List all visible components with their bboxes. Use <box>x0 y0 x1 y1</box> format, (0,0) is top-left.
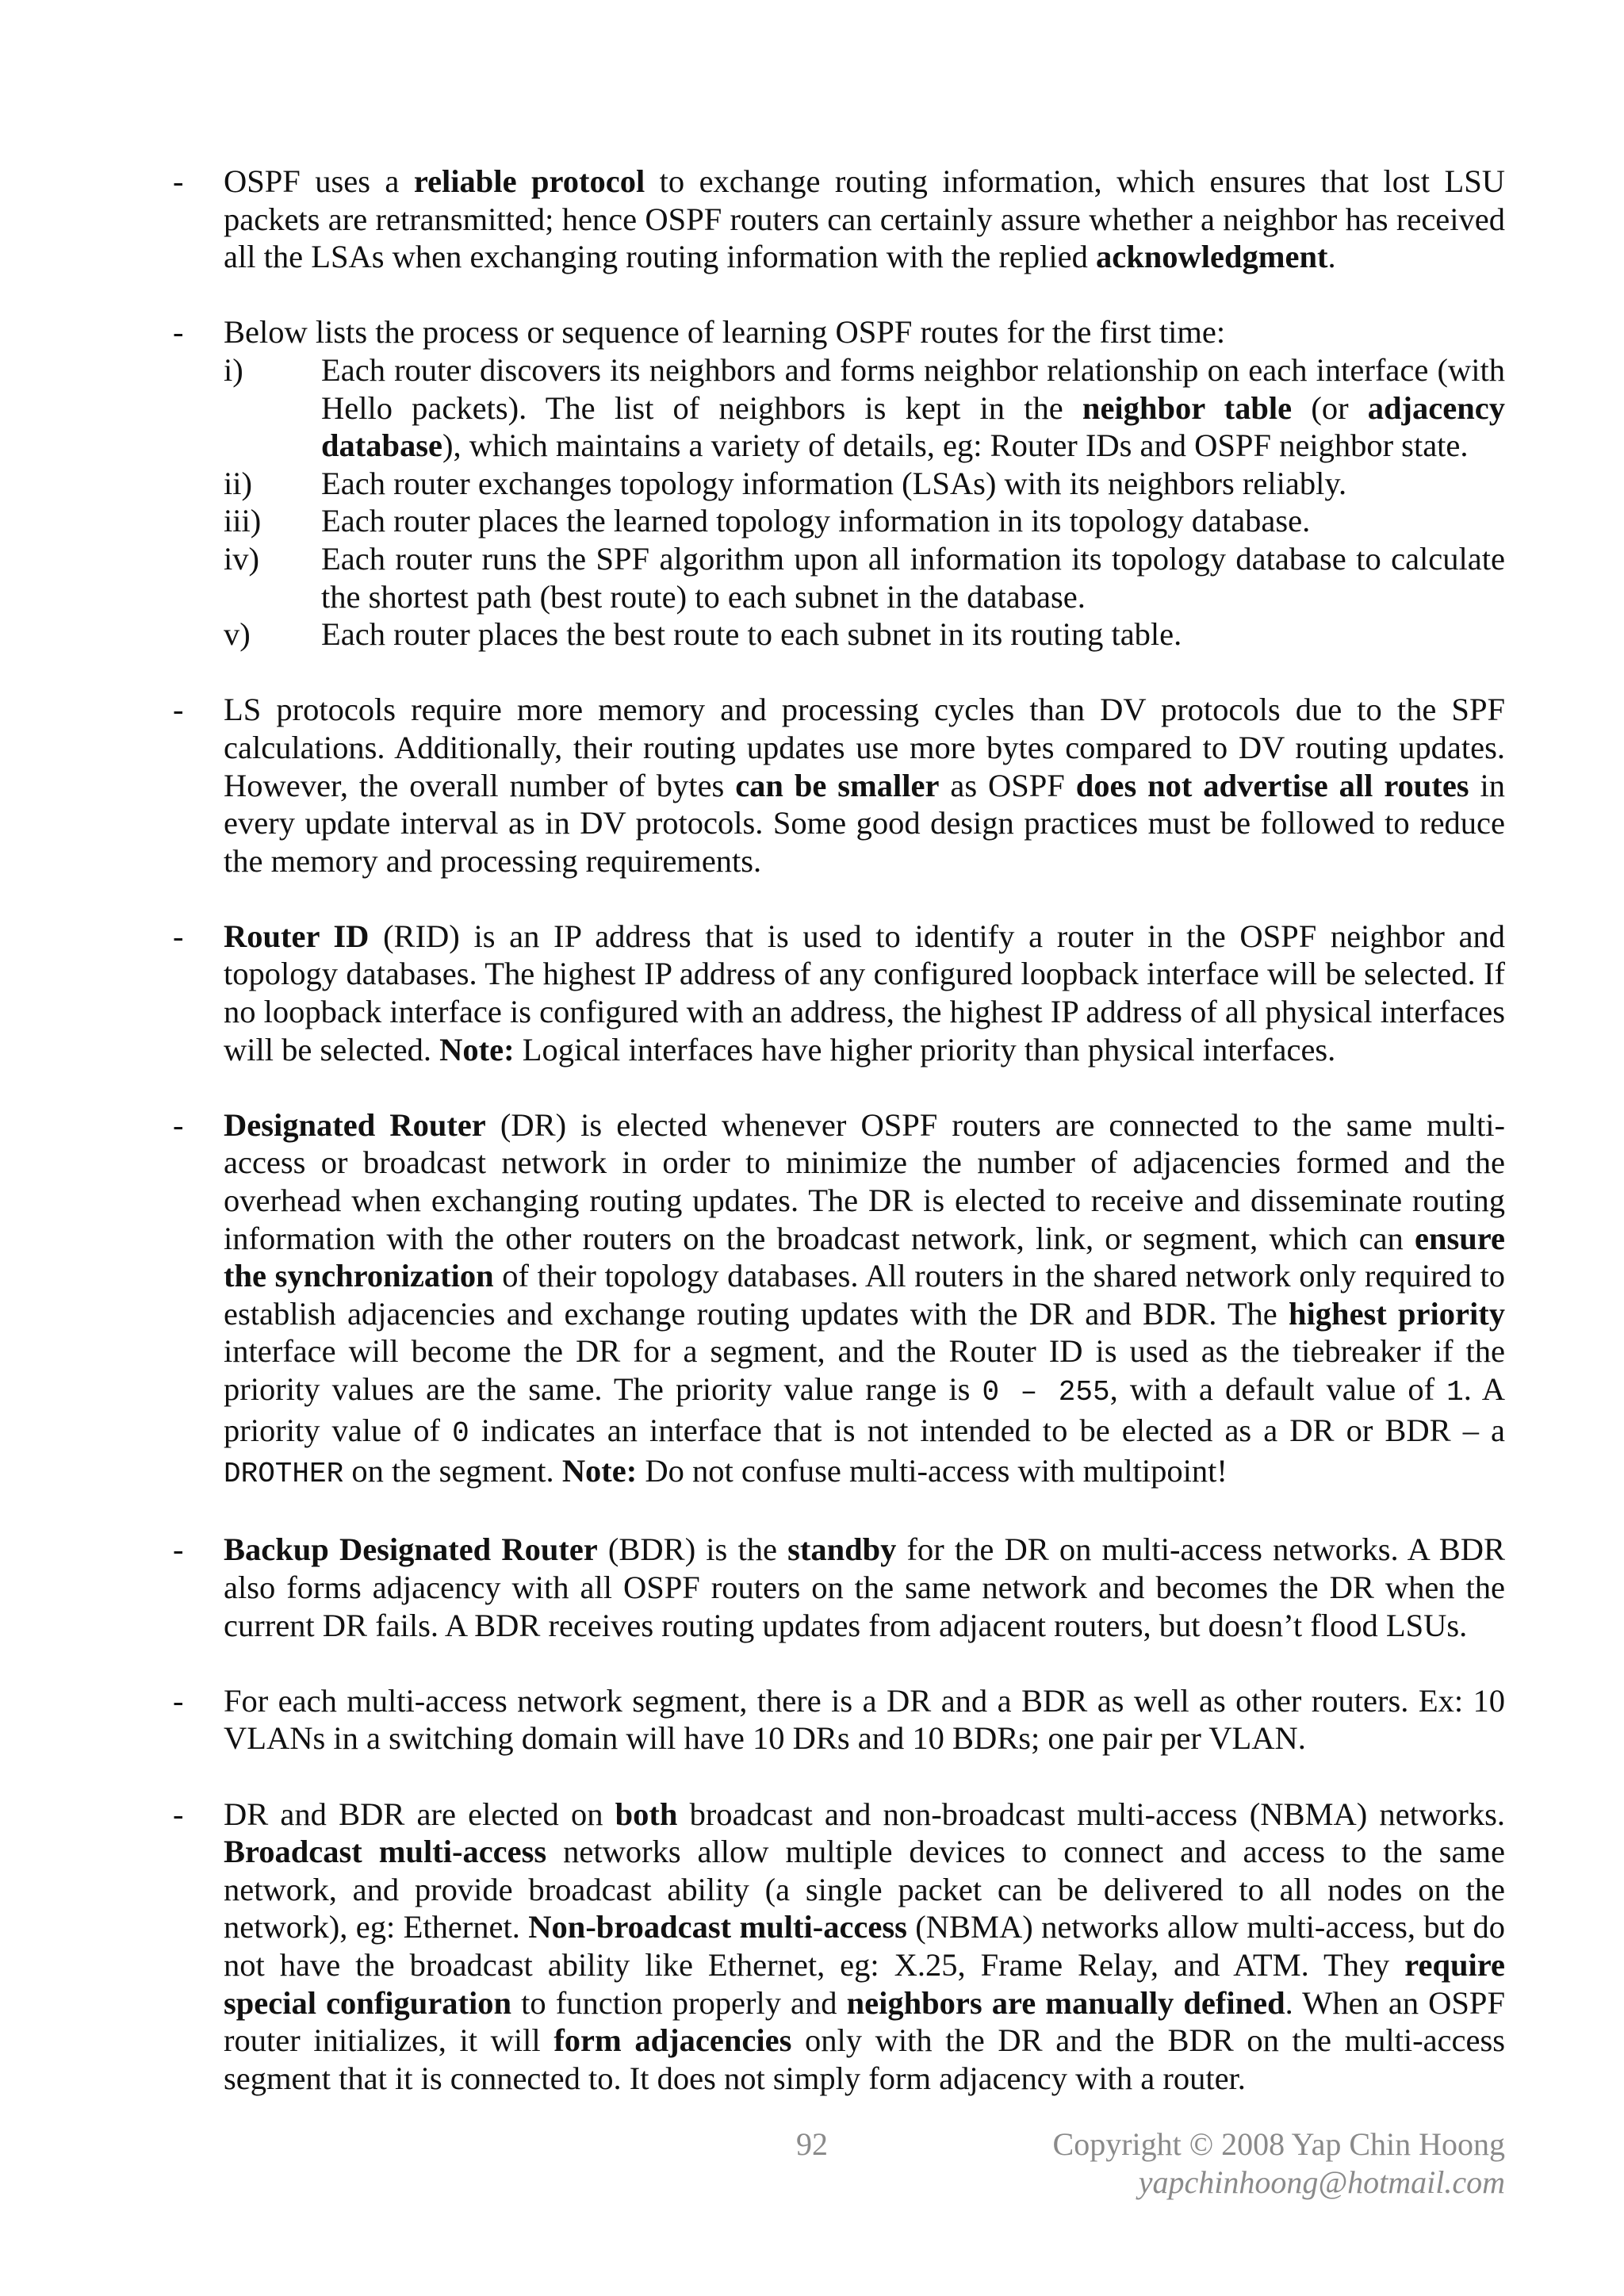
text: for the DR on multi-access networks. A BDR also forms adjacency with all OSPF routers on the same network and becomes the DR when the current DR fails. A BDR receives routing updates from adjacent routers, but doesn’t flood LSUs. <box>224 1531 1505 1643</box>
bullet-learning-sequence <box>165 313 1505 653</box>
text: DR and BDR are elected on <box>224 1796 615 1832</box>
text: . <box>1327 239 1336 275</box>
text: OSPF uses a <box>224 163 414 199</box>
bold-term: Backup Designated Router <box>224 1531 598 1568</box>
step-number: iii) <box>224 503 262 539</box>
bold-term: neighbor table <box>1082 389 1293 426</box>
step-text: Each router exchanges topology information (LSAs) with its neighbors reliably. <box>321 465 1347 501</box>
text: as OSPF <box>939 767 1076 803</box>
step-item <box>224 465 1505 503</box>
text: (NBMA) networks allow multi-access, but do not have the broadcast ability like Ethernet, eg: X.25, Frame Relay, and ATM. They <box>224 1909 1506 1983</box>
bullet-marker: - <box>173 1531 184 1568</box>
bold-term: ensure the synchronization <box>224 1220 1505 1294</box>
text: (BDR) is the <box>597 1531 788 1568</box>
text: interface will become the DR for a segment, and the Router ID is used as the tiebreaker if the priority values are the same. The priority value range is <box>224 1333 1505 1407</box>
bullet-marker: - <box>173 1796 184 1832</box>
bullet-backup-designated-router <box>165 1531 1505 1644</box>
bold-term: Router ID <box>224 918 370 954</box>
text: of their topology databases. All routers in the shared network only required to establish adjacencies and exchange routing updates with the DR and BDR. The <box>224 1258 1505 1332</box>
bold-term: highest priority <box>1289 1295 1505 1332</box>
bullet-designated-router <box>165 1106 1505 1493</box>
bullet-reliable-protocol <box>165 163 1505 276</box>
bold-term: Note: <box>561 1453 638 1489</box>
bold-term: Non-broadcast multi-access <box>528 1909 907 1945</box>
bold-term: Designated Router <box>224 1106 486 1143</box>
text: networks allow multiple devices to connect and access to the same network, and provide broadcast ability (a single packet can be delivered to all nodes on the network), eg: Ethernet. <box>224 1834 1505 1945</box>
bullet-ls-protocols <box>165 691 1505 880</box>
text: on the segment. <box>343 1453 562 1489</box>
step-text: Each router places the learned topology information in its topology database. <box>321 503 1311 539</box>
bullet-marker: - <box>173 692 184 728</box>
text: to function properly and <box>511 1984 847 2021</box>
bold-term: acknowledgment <box>1096 239 1328 275</box>
bullet-dr-bdr-election <box>165 1796 1505 2098</box>
bold-term: neighbors are manually defined <box>846 1984 1285 2021</box>
text: . A priority value of <box>224 1371 1505 1448</box>
step-number: iv) <box>224 540 259 577</box>
text: Each router discovers its neighbors and forms neighbor relationship on each interface (with Hello packets). The list of neighbors is kept in the <box>321 351 1505 426</box>
bold-term: Broadcast multi-access <box>224 1834 547 1870</box>
text: in every update interval as in DV protocols. Some good design practices must be followed to reduce the memory and processing requirements. <box>224 767 1505 879</box>
text: , with a default value of <box>1109 1371 1447 1407</box>
text: Logical interfaces have higher priority than physical interfaces. <box>514 1031 1336 1068</box>
bold-term: require special configuration <box>224 1946 1505 2021</box>
text: broadcast and non-broadcast multi-access (NBMA) networks. <box>677 1796 1505 1832</box>
author-email: yapchinhoong@hotmail.com <box>1138 2164 1505 2200</box>
step-text: Each router runs the SPF algorithm upon all information its topology database to calculate the shortest path (best route) to each subnet in the database. <box>321 540 1505 615</box>
bold-term: adjacency database <box>321 389 1505 464</box>
step-number: ii) <box>224 465 252 501</box>
steps-list <box>224 351 1505 654</box>
bold-term: standby <box>787 1531 897 1568</box>
text: LS protocols require more memory and processing cycles than DV protocols due to the SPF calculations. Additionally, their routing updates use more bytes compared to DV routing updates. However, the overall number of bytes <box>224 692 1505 803</box>
bullet-marker: - <box>173 314 184 351</box>
bold-term: both <box>615 1796 678 1832</box>
step-number: i) <box>224 351 243 388</box>
bullet-marker: - <box>173 163 184 199</box>
code-value: DROTHER <box>224 1458 344 1491</box>
text: (or <box>1292 389 1368 426</box>
bold-term: can be smaller <box>735 767 940 803</box>
footer-copyright-block <box>1053 2125 1505 2202</box>
text: indicates an interface that is not intended to be elected as a DR or BDR – a <box>469 1412 1505 1448</box>
bullet-multi-access-segment <box>165 1682 1505 1757</box>
text: (RID) is an IP address that is used to identify a router in the OSPF neighbor and topology databases. The highest IP address of any configured loopback interface will be selected. If no loopback interface is configured with an address, the highest IP address of all physical interfaces will be selected. <box>224 918 1505 1068</box>
step-item <box>224 615 1505 654</box>
page-number: 92 <box>796 2126 828 2162</box>
bold-term: reliable protocol <box>413 163 645 199</box>
bullet-router-id <box>165 918 1505 1068</box>
text: (DR) is elected whenever OSPF routers are connected to the same multi-access or broadcast network in order to minimize the number of adjacencies formed and the overhead when exchanging routing updates. The DR is elected to receive and disseminate routing information with the other routers on the broadcast network, link, or segment, which can <box>224 1106 1505 1256</box>
text: Do not confuse multi-access with multipoint! <box>637 1453 1228 1489</box>
code-value: 0 <box>452 1416 469 1450</box>
text: . When an OSPF router initializes, it will <box>224 1984 1505 2059</box>
step-number: v) <box>224 616 251 653</box>
step-text: Each router places the best route to each subnet in its routing table. <box>321 616 1182 653</box>
bullet-intro: Below lists the process or sequence of learning OSPF routes for the first time: <box>224 314 1226 351</box>
step-item <box>224 502 1505 540</box>
bullet-marker: - <box>173 1106 184 1143</box>
bold-term: Note: <box>439 1031 515 1068</box>
text: only with the DR and the BDR on the multi-access segment that it is connected to. It does not simply form adjacency with a router. <box>224 2022 1505 2096</box>
bullet-marker: - <box>173 1682 184 1719</box>
bullet-marker: - <box>173 918 184 954</box>
text: For each multi-access network segment, there is a DR and a BDR as well as other routers. Ex: 10 VLANs in a switching domain will have 10 DRs and 10 BDRs; one pair per VLAN. <box>224 1682 1505 1757</box>
step-item <box>224 351 1505 465</box>
text: ), which maintains a variety of details, eg: Router IDs and OSPF neighbor state. <box>442 427 1469 464</box>
page-content <box>165 163 1505 2097</box>
code-value: 1 <box>1446 1376 1464 1409</box>
step-item <box>224 540 1505 615</box>
bold-term: does not advertise all routes <box>1075 767 1469 803</box>
code-value: 0 – 255 <box>982 1376 1110 1409</box>
text: to exchange routing information, which ensures that lost LSU packets are retransmitted; hence OSPF routers can certainly assure whether a neighbor has received all the LSAs when exchanging routing information with the replied <box>224 163 1505 275</box>
copyright-text: Copyright © 2008 Yap Chin Hoong <box>1052 2126 1505 2162</box>
bold-term: form adjacencies <box>553 2022 792 2059</box>
